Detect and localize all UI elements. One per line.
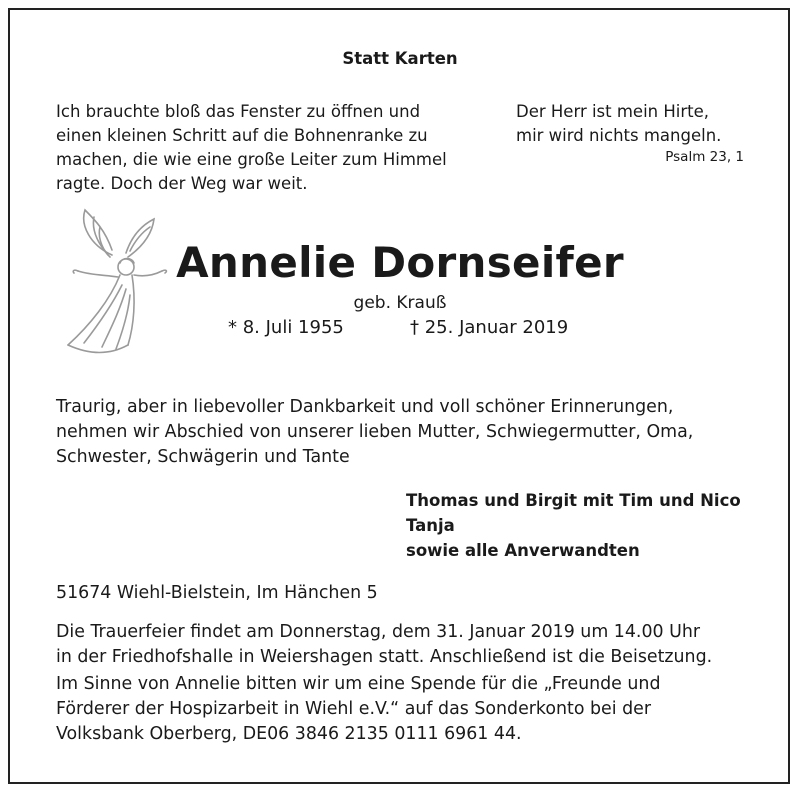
message-line: nehmen wir Abschied von unserer lieben Mutter, Schwiegermutter, Oma, — [56, 422, 694, 442]
signer-line: Thomas und Birgit mit Tim und Nico — [406, 491, 741, 510]
quote-left-line: einen kleinen Schritt auf die Bohnenranke zu — [56, 126, 428, 145]
quote-left-line: Ich brauchte bloß das Fenster zu öffnen und — [56, 102, 421, 121]
deceased-name: Annelie Dornseifer — [176, 238, 624, 287]
donation-line: Förderer der Hospizarbeit in Wiehl e.V.“ auf das Sonderkonto bei der — [56, 699, 652, 719]
donation-line: Volksbank Oberberg, DE06 3846 2135 0111 6961 44. — [56, 724, 522, 744]
quote-source: Psalm 23, 1 — [665, 149, 744, 165]
signers — [406, 488, 741, 563]
quote-left — [56, 100, 476, 196]
quote-left-line: ragte. Doch der Weg war weit. — [56, 174, 308, 193]
quote-right-line: mir wird nichts mangeln. — [516, 126, 722, 145]
signer-line: Tanja — [406, 516, 455, 535]
funeral-info — [56, 620, 746, 670]
donation-info — [56, 672, 746, 747]
quote-right — [516, 100, 756, 148]
quote-right-line: Der Herr ist mein Hirte, — [516, 102, 710, 121]
header-title: Statt Karten — [342, 49, 458, 68]
mourning-message — [56, 395, 746, 470]
maiden-name: geb. Krauß — [353, 293, 447, 313]
funeral-line: in der Friedhofshalle in Weiershagen statt. Anschließend ist die Beisetzung. — [56, 647, 713, 667]
address: 51674 Wiehl-Bielstein, Im Hänchen 5 — [56, 583, 378, 603]
quote-left-line: machen, die wie eine große Leiter zum Himmel — [56, 150, 447, 169]
death-date: † 25. Januar 2019 — [410, 317, 569, 338]
message-line: Traurig, aber in liebevoller Dankbarkeit und voll schöner Erinnerungen, — [56, 397, 674, 417]
birth-date: * 8. Juli 1955 — [228, 317, 344, 338]
message-line: Schwester, Schwägerin und Tante — [56, 447, 350, 467]
signer-line: sowie alle Anverwandten — [406, 541, 640, 560]
donation-line: Im Sinne von Annelie bitten wir um eine Spende für die „Freunde und — [56, 674, 661, 694]
funeral-line: Die Trauerfeier findet am Donnerstag, dem 31. Januar 2019 um 14.00 Uhr — [56, 622, 701, 642]
